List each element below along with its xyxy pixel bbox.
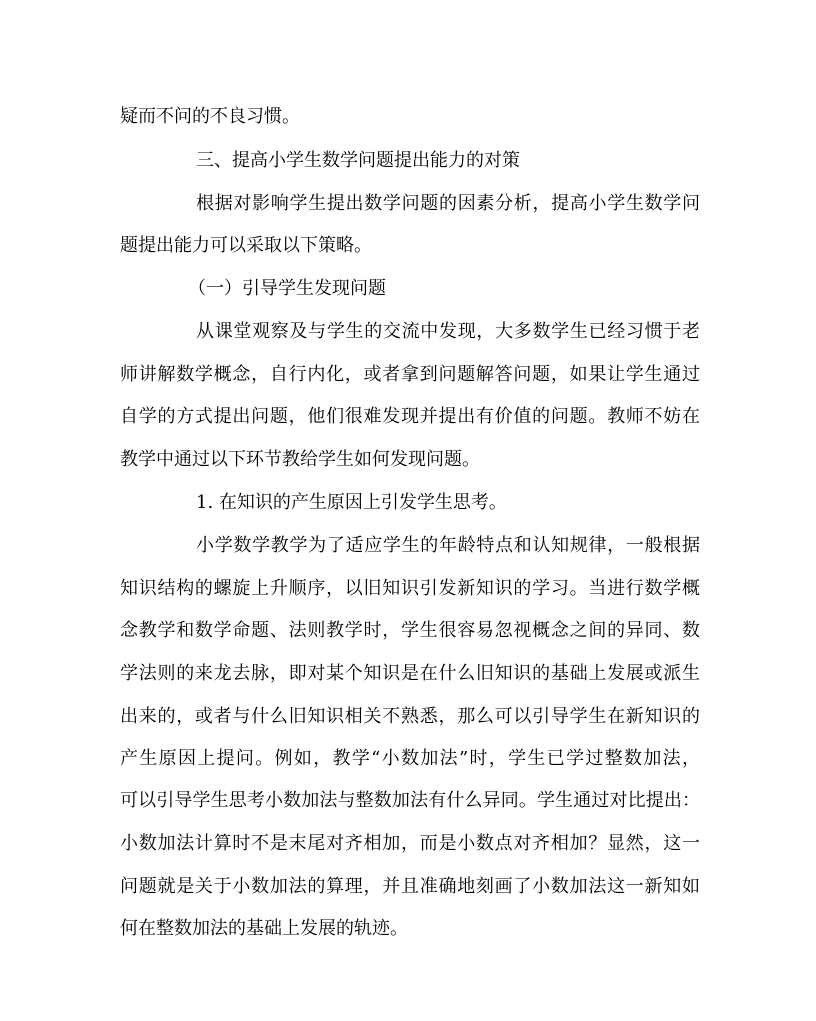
text-line: 师讲解数学概念，自行内化，或者拿到问题解答问题，如果让学生通过 [120,364,700,385]
text-line: 知识结构的螺旋上升顺序，以旧知识引发新知识的学习。当进行数学概 [120,578,700,599]
text-line: 1. 在知识的产生原因上引发学生思考。 [196,492,507,513]
text-line: 小数加法计算时不是末尾对齐相加，而是小数点对齐相加？显然，这一 [120,833,700,854]
text-line: 念教学和数学命题、法则教学时，学生很容易忽视概念之间的异同、数 [120,620,700,641]
text-line: 可以引导学生思考小数加法与整数加法有什么异同。学生通过对比提出： [120,790,700,811]
text-line: 三、提高小学生数学问题提出能力的对策 [196,150,520,171]
text-line: 问题就是关于小数加法的算理，并且准确地刻画了小数加法这一新知如 [120,876,700,897]
text-line: 题提出能力可以采取以下策略。 [120,235,372,256]
text-line: （一）引导学生发现问题 [188,278,386,299]
text-line: 疑而不问的不良习惯。 [120,106,300,127]
text-line: 学法则的来龙去脉，即对某个知识是在什么旧知识的基础上发展或派生 [120,663,700,684]
text-line: 自学的方式提出问题，他们很难发现并提出有价值的问题。教师不妨在 [120,406,700,427]
text-line: 小学数学教学为了适应学生的年龄特点和认知规律，一般根据 [196,535,700,556]
text-line: 出来的，或者与什么旧知识相关不熟悉，那么可以引导学生在新知识的 [120,706,700,727]
text-line: 根据对影响学生提出数学问题的因素分析，提高小学生数学问 [196,193,700,214]
text-line: 教学中通过以下环节教给学生如何发现问题。 [120,449,480,470]
text-line: 从课堂观察及与学生的交流中发现，大多数学生已经习惯于老 [196,321,700,342]
text-line: 产生原因上提问。例如，教学“小数加法”时，学生已学过整数加法， [120,748,700,769]
text-line: 何在整数加法的基础上发展的轨迹。 [120,918,408,939]
